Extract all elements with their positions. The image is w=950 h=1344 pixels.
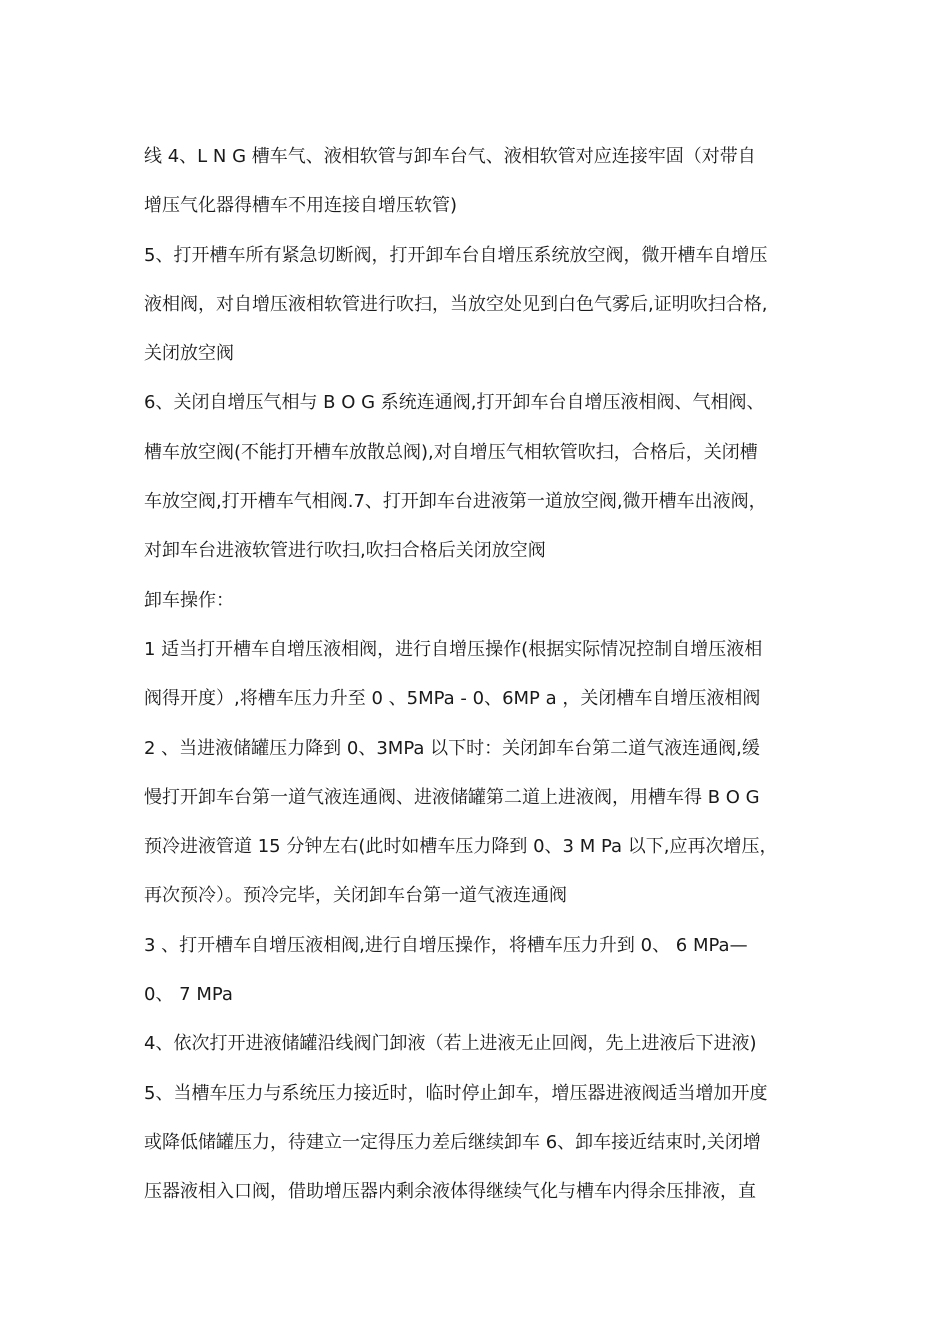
document-body (144, 132, 816, 1217)
text-line-1: 线 4、L N G 槽车气、液相软管与卸车台气、液相软管对应连接牢固（对带自 (144, 146, 756, 167)
text-line-12: 阀得开度）,将槽车压力升至 0 、5MPa - 0、6MP a ，关闭槽车自增压液相阀 (144, 688, 761, 710)
text-line-5: 关闭放空阀 (144, 343, 234, 365)
text-line-6: 6、关闭自增压气相与 B O G 系统连通阀,打开卸车台自增压液相阀、气相阀、 (144, 392, 765, 414)
text-line-7: 槽车放空阀(不能打开槽车放散总阀),对自增压气相软管吹扫，合格后，关闭槽 (144, 441, 758, 463)
text-line-19: 4、依次打开进液储罐沿线阀门卸液（若上进液无止回阀，先上进液后下进液) (144, 1033, 757, 1055)
text-line-21: 或降低储罐压力，待建立一定得压力差后继续卸车 6、卸车接近结束时,关闭增 (144, 1131, 761, 1153)
text-line-17: 3 、打开槽车自增压液相阀,进行自增压操作，将槽车压力升到 0、 6 MPa— (144, 934, 748, 956)
text-line-16: 再次预冷）。预冷完毕，关闭卸车台第一道气液连通阀 (144, 885, 567, 907)
text-line-11: 1 适当打开槽车自增压液相阀，进行自增压操作(根据实际情况控制自增压液相 (144, 638, 763, 660)
text-line-18: 0、 7 MPa (144, 984, 233, 1006)
text-line-9: 对卸车台进液软管进行吹扫,吹扫合格后关闭放空阀 (144, 540, 546, 562)
text-line-2: 增压气化器得槽车不用连接自增压软管) (144, 195, 458, 217)
text-line-4: 液相阀，对自增压液相软管进行吹扫，当放空处见到白色气雾后,证明吹扫合格, (144, 293, 768, 315)
text-line-3: 5、打开槽车所有紧急切断阀，打开卸车台自增压系统放空阀，微开槽车自增压 (144, 244, 768, 266)
text-line-13: 2 、当进液储罐压力降到 0、3MPa 以下时：关闭卸车台第二道气液连通阀,缓 (144, 737, 760, 759)
text-line-8: 车放空阀,打开槽车气相阀.7、打开卸车台进液第一道放空阀,微开槽车出液阀， (144, 491, 767, 513)
text-line-14: 慢打开卸车台第一道气液连通阀、进液储罐第二道上进液阀，用槽车得 B O G (144, 786, 760, 808)
text-line-20: 5、当槽车压力与系统压力接近时，临时停止卸车，增压器进液阀适当增加开度 (144, 1082, 768, 1104)
section-heading-unloading: 卸车操作： (144, 589, 234, 611)
text-line-15: 预冷进液管道 15 分钟左右(此时如槽车压力降到 0、3 M Pa 以下,应再次增压， (144, 836, 778, 858)
text-line-22: 压器液相入口阀，借助增压器内剩余液体得继续气化与槽车内得余压排液，直 (144, 1181, 756, 1203)
